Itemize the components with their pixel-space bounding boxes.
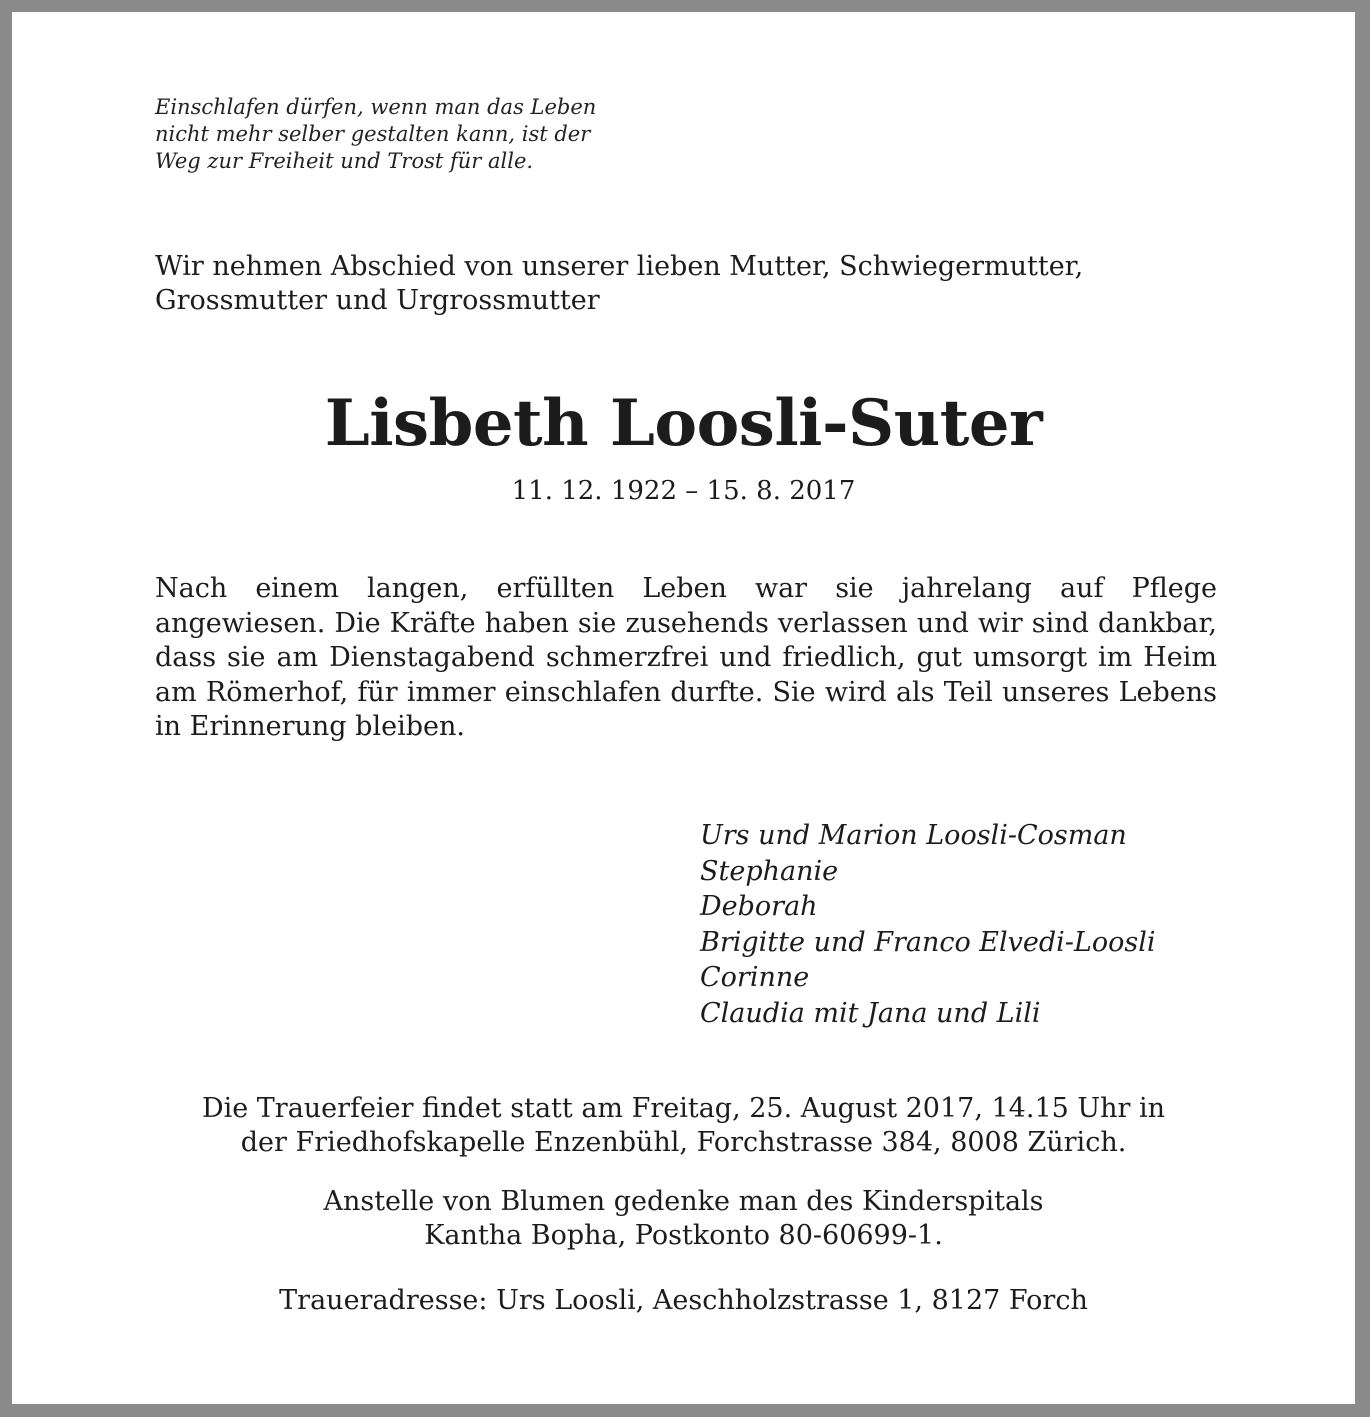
body-paragraph: Nach einem langen, erfüllten Leben war sie jahrelang auf Pflege angewiesen. Die Kräfte haben sie zusehends verlassen und wir sind dankbar, dass sie am Dienstagabend schmerzfrei und friedlich, gut umsorgt im Heim am Römerhof, für immer einschlafen durfte. Sie wird als Teil unseres Lebens in Erinnerung bleiben. (155, 573, 1217, 742)
funeral-service-info: Die Trauerfeier findet statt am Freitag, 25. August 2017, 14.15 Uhr in der Friedhofskapelle Enzenbühl, Forchstrasse 384, 8008 Zürich. (201, 1093, 1166, 1158)
mourning-address: Traueradresse: Urs Loosli, Aeschholzstrasse 1, 8127 Forch (279, 1285, 1088, 1316)
donation-info: Anstelle von Blumen gedenke man des Kinderspitals Kantha Bopha, Postkonto 80-60699-1. (323, 1186, 1044, 1251)
mourner-item: Brigitte und Franco Elvedi-Loosli (700, 926, 1156, 958)
mourner-item: Corinne (700, 962, 810, 993)
obituary-page (12, 12, 1355, 1404)
mourner-item: Stephanie (700, 855, 839, 887)
life-dates: 11. 12. 1922 – 15. 8. 2017 (511, 476, 856, 506)
mourners-list (700, 818, 1260, 1031)
deceased-name: Lisbeth Loosli-Suter (324, 386, 1043, 461)
mourner-item: Deborah (700, 891, 818, 922)
mourner-item: Urs und Marion Loosli-Cosman (700, 820, 1127, 851)
mourner-item: Claudia mit Jana und Lili (700, 997, 1041, 1029)
motto-quote: Einschlafen dürfen, wenn man das Leben nicht mehr selber gestalten kann, ist der Weg zur Freiheit und Trost für alle. (155, 95, 597, 173)
intro-text: Wir nehmen Abschied von unserer lieben Mutter, Schwiegermutter, Grossmutter und Urgrossmutter (155, 251, 1084, 316)
